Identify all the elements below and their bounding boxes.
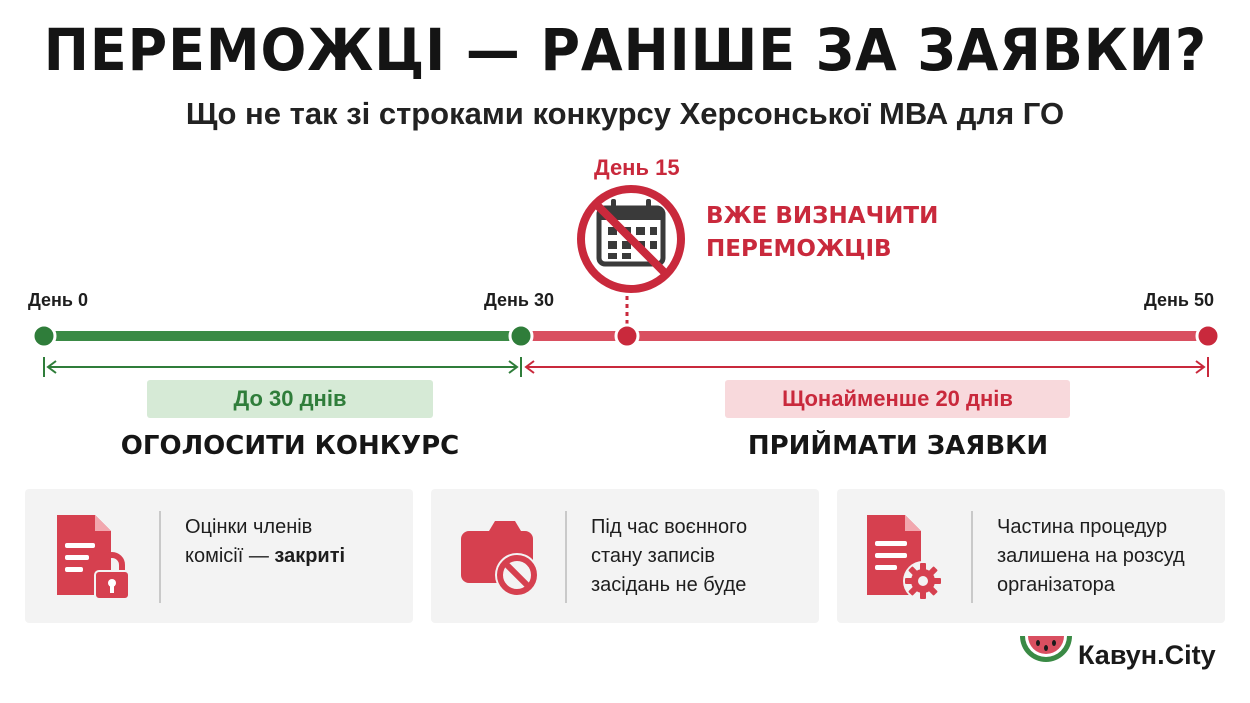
day50-dot [1197, 325, 1219, 347]
card-divider [971, 511, 973, 603]
card-text-line: залишена на розсуд [997, 545, 1185, 567]
card-text-line: Під час воєнного [591, 516, 748, 538]
card-text-line: стану записів [591, 545, 716, 567]
page-title: ПЕРЕМОЖЦІ — РАНІШЕ ЗА ЗАЯВКИ? [43, 16, 1208, 84]
document-lock-icon [49, 511, 139, 603]
info-card-evaluations [25, 489, 413, 623]
left-phase-label: ОГОЛОСИТИ КОНКУРС [120, 431, 460, 461]
card-text-line: засідань не буде [591, 574, 747, 596]
document-gear-icon [861, 511, 951, 603]
warning-line-2: ПЕРЕМОЖЦІВ [706, 236, 892, 262]
card-text-plain: комісії — [185, 545, 275, 567]
camera-forbidden-icon [455, 511, 545, 603]
card-text [591, 513, 806, 600]
right-duration-badge: Щонайменше 20 днів [725, 380, 1070, 418]
card-text [185, 513, 400, 571]
warning-line-1: ВЖЕ ВИЗНАЧИТИ [706, 203, 939, 229]
day0-label: День 0 [28, 290, 89, 310]
card-text-line [185, 542, 400, 571]
day30-label: День 30 [484, 290, 555, 310]
day15-dot [616, 325, 638, 347]
logo-text: Кавун.City [1078, 640, 1216, 670]
card-text-line: Оцінки членів [185, 516, 313, 538]
day0-dot [33, 325, 55, 347]
green-duration-arrow [44, 357, 521, 377]
card-divider [159, 511, 161, 603]
card-text-line: Частина процедур [997, 516, 1168, 538]
left-duration-badge: До 30 днів [147, 380, 433, 418]
watermelon-icon [1018, 630, 1074, 676]
card-text-line: організатора [997, 574, 1115, 596]
day15-label: День 15 [594, 155, 680, 180]
right-phase-label: ПРИЙМАТИ ЗАЯВКИ [747, 431, 1049, 461]
day50-label: День 50 [1144, 290, 1215, 310]
page-subtitle: Що не так зі строками конкурсу Херсонської МВА для ГО [185, 96, 1065, 131]
card-divider [565, 511, 567, 603]
day30-dot [510, 325, 532, 347]
card-text [997, 513, 1212, 600]
info-card-procedures [837, 489, 1225, 623]
info-card-recordings [431, 489, 819, 623]
red-duration-arrow [526, 357, 1208, 377]
warning-text [706, 200, 938, 266]
card-text-bold: закриті [274, 545, 346, 567]
calendar-forbidden-icon [581, 189, 681, 289]
